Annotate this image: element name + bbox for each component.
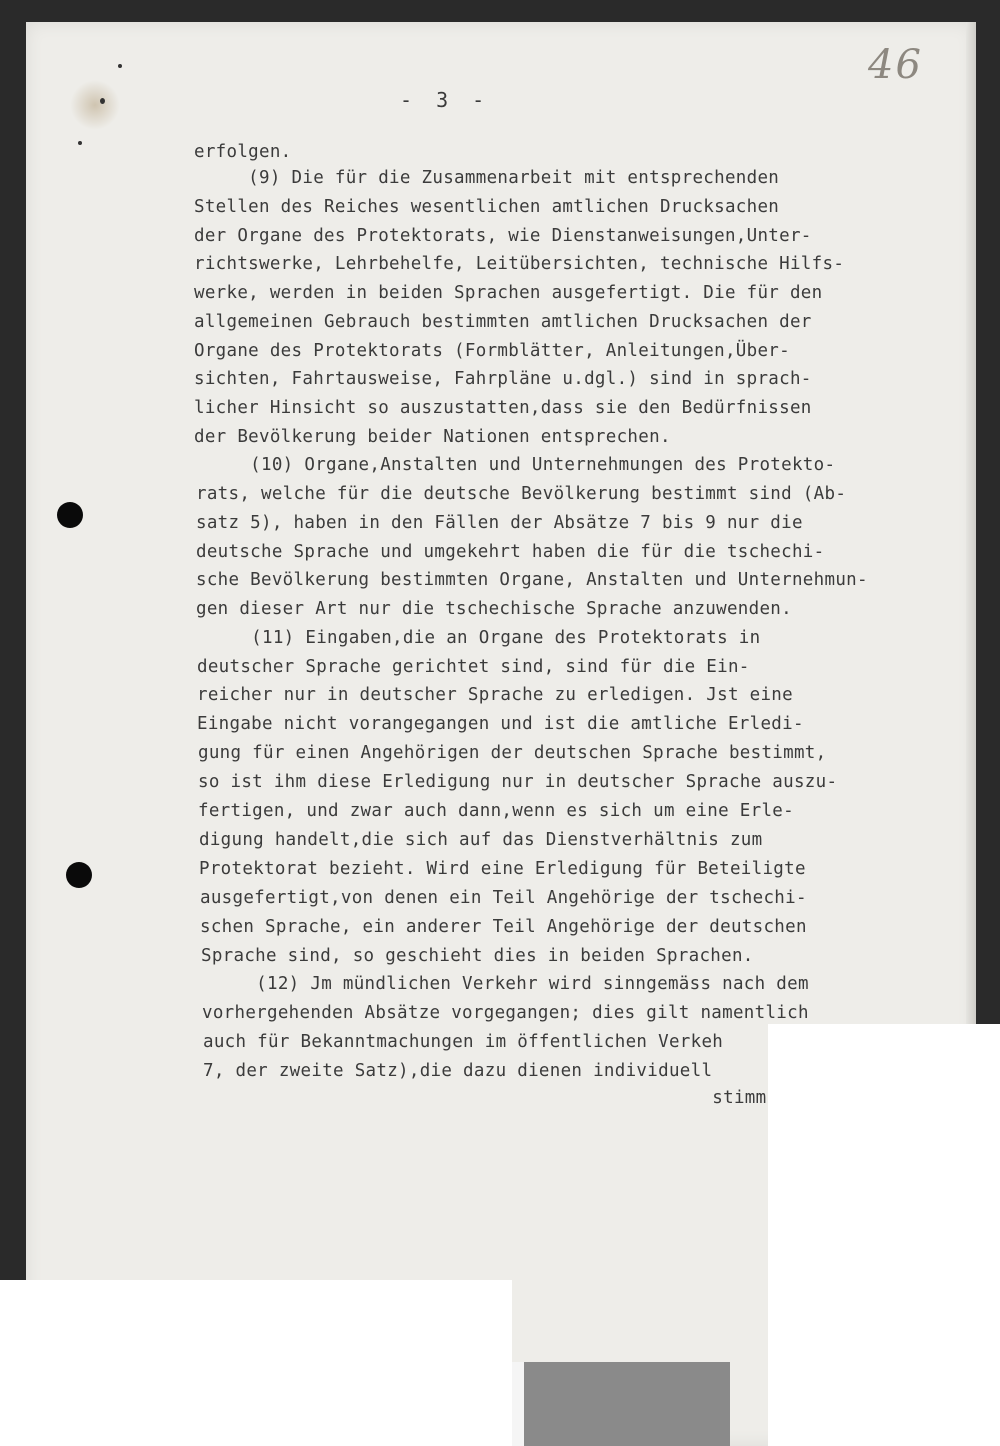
text-line: allgemeinen Gebrauch bestimmten amtlichen Drucksachen der (194, 312, 812, 332)
redaction-patch-bottom (0, 1280, 512, 1446)
text-line: so ist ihm diese Erledigung nur in deutscher Sprache auszu- (198, 772, 838, 792)
handwritten-folio-number: 46 (868, 42, 923, 88)
text-line: erfolgen. (194, 142, 292, 162)
card-edge (512, 1362, 524, 1446)
text-line: satz 5), haben in den Fällen der Absätze 7 bis 9 nur die (196, 513, 803, 533)
text-line: werke, werden in beiden Sprachen ausgefertigt. Die für den (194, 283, 823, 303)
text-line: Protektorat bezieht. Wird eine Erledigung für Beteiligte (199, 859, 806, 879)
text-line: der Bevölkerung beider Nationen entsprechen. (194, 427, 671, 447)
stain-mark (70, 80, 120, 130)
text-line: richtswerke, Lehrbehelfe, Leitübersichten, technische Hilfs- (194, 254, 845, 274)
text-line: Eingabe nicht vorangegangen und ist die amtliche Erledi- (197, 714, 804, 734)
punch-hole-bottom (66, 862, 92, 888)
speck-mark (118, 64, 122, 68)
text-line: fertigen, und zwar auch dann,wenn es sich um eine Erle- (198, 801, 794, 821)
text-line: (9) Die für die Zusammenarbeit mit entsprechenden (194, 168, 780, 188)
text-line: deutscher Sprache gerichtet sind, sind für die Ein- (197, 657, 750, 677)
page-edge (966, 22, 976, 1122)
text-line: der Organe des Protektorats, wie Dienstanweisungen,Unter- (194, 226, 812, 246)
text-line: auch für Bekanntmachungen im öffentlichen Verkeh (203, 1032, 724, 1052)
text-line: schen Sprache, ein anderer Teil Angehörige der deutschen (200, 917, 807, 937)
text-line: (10) Organe,Anstalten und Unternehmungen des Protekto- (196, 455, 836, 475)
speck-mark (78, 141, 82, 145)
gray-calibration-card (524, 1362, 730, 1446)
text-line: (11) Eingaben,die an Organe des Protektorats in (197, 628, 761, 648)
text-line: (12) Jm mündlichen Verkehr wird sinngemäss nach dem (202, 974, 809, 994)
text-line: vorhergehenden Absätze vorgegangen; dies gilt namentlich (202, 1003, 809, 1023)
text-line: ausgefertigt,von denen ein Teil Angehörige der tschechi- (200, 888, 807, 908)
punch-hole-top (57, 502, 83, 528)
text-line: stimm (203, 1088, 767, 1108)
text-line: rats, welche für die deutsche Bevölkerung bestimmt sind (Ab- (196, 484, 847, 504)
text-line: gen dieser Art nur die tschechische Sprache anzuwenden. (196, 599, 792, 619)
text-line: gung für einen Angehörigen der deutschen Sprache bestimmt, (198, 743, 827, 763)
text-line: Stellen des Reiches wesentlichen amtlichen Drucksachen (194, 197, 780, 217)
text-line: sche Bevölkerung bestimmten Organe, Anstalten und Unternehmun- (196, 570, 868, 590)
text-line: deutsche Sprache und umgekehrt haben die für die tschechi- (196, 542, 825, 562)
speck-mark (100, 98, 105, 104)
text-line: licher Hinsicht so auszustatten,dass sie den Bedürfnissen (194, 398, 812, 418)
text-line: 7, der zweite Satz),die dazu dienen individuell (203, 1061, 724, 1081)
redaction-patch-right (768, 1024, 1000, 1446)
text-line: sichten, Fahrtausweise, Fahrpläne u.dgl.) sind in sprach- (194, 369, 812, 389)
text-line: Organe des Protektorats (Formblätter, Anleitungen,Über- (194, 341, 790, 361)
text-line: digung handelt,die sich auf das Dienstverhältnis zum (199, 830, 763, 850)
text-line: Sprache sind, so geschieht dies in beiden Sprachen. (201, 946, 754, 966)
page-number: - 3 - (400, 88, 491, 112)
text-line: reicher nur in deutscher Sprache zu erledigen. Jst eine (197, 685, 793, 705)
